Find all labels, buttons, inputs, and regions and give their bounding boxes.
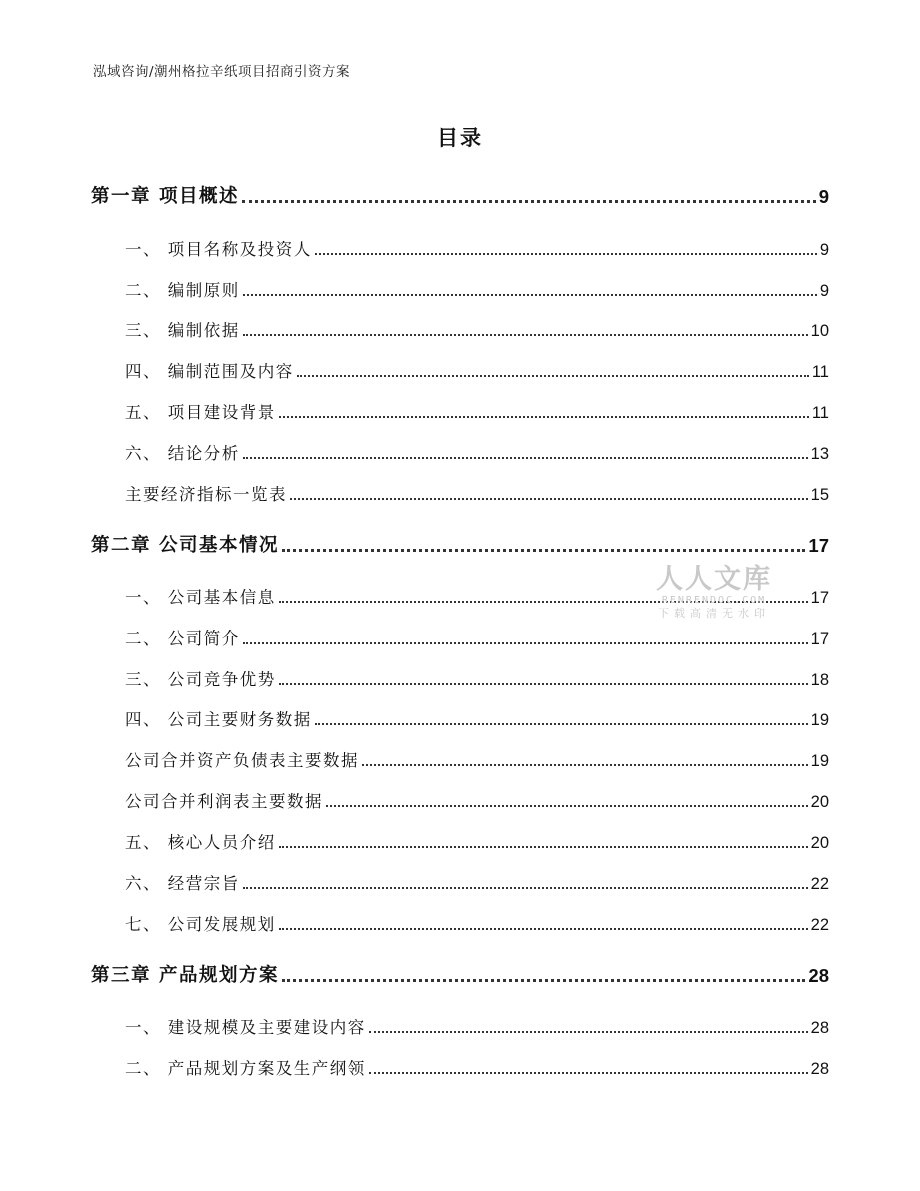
toc-leader (243, 886, 808, 889)
toc-label: 第二章 公司基本情况 (91, 535, 279, 556)
toc-page-number: 17 (808, 535, 829, 556)
toc-label: 一、 建设规模及主要建设内容 (125, 1018, 366, 1037)
toc-label: 公司合并利润表主要数据 (125, 792, 323, 811)
toc-label: 第三章 产品规划方案 (91, 965, 279, 986)
toc-page-number: 22 (810, 875, 829, 893)
toc-leader (279, 682, 808, 685)
watermark-tagline: 下载高清无水印 (658, 607, 770, 620)
toc-page-number: 10 (810, 322, 829, 340)
toc-page-number: 22 (810, 916, 829, 934)
toc-entry[interactable] (125, 829, 829, 853)
toc-leader (282, 978, 805, 982)
toc-leader (279, 845, 808, 848)
toc-page-number: 11 (811, 363, 829, 381)
toc-page-number: 20 (810, 793, 829, 811)
toc-entry[interactable] (125, 358, 829, 382)
toc-entry[interactable] (125, 317, 829, 341)
toc-entry[interactable] (125, 440, 829, 464)
toc-page-number: 28 (808, 965, 829, 986)
toc-leader (243, 456, 808, 459)
page-title: 目录 (437, 126, 483, 150)
toc-label: 第一章 项目概述 (91, 186, 239, 207)
toc-page-number: 18 (810, 671, 829, 689)
toc-label: 七、 公司发展规划 (125, 915, 276, 934)
toc-leader (362, 763, 808, 766)
toc-entry[interactable] (125, 236, 829, 260)
toc-chapter-3[interactable] (91, 961, 829, 987)
toc-label: 二、 编制原则 (125, 281, 240, 300)
toc-leader (297, 374, 809, 377)
toc-entry[interactable] (125, 788, 829, 812)
toc-label: 主要经济指标一览表 (125, 485, 287, 504)
toc-label: 四、 公司主要财务数据 (125, 710, 312, 729)
toc-chapter-1[interactable] (91, 182, 829, 208)
toc-page-number: 19 (810, 711, 829, 729)
toc-entry[interactable] (125, 399, 829, 423)
toc-label: 二、 产品规划方案及生产纲领 (125, 1059, 366, 1078)
watermark-domain: RENRENDOC.COM (661, 595, 767, 606)
toc-leader (243, 293, 817, 296)
toc-label: 五、 核心人员介绍 (125, 833, 276, 852)
toc-entry[interactable] (125, 870, 829, 894)
toc-label: 四、 编制范围及内容 (125, 362, 294, 381)
toc-page-number: 28 (810, 1060, 829, 1078)
toc-entry[interactable] (125, 1055, 829, 1079)
toc-entry[interactable] (125, 277, 829, 301)
page-header: 泓域咨询/潮州格拉辛纸项目招商引资方案 (93, 64, 351, 80)
toc-page-number: 17 (810, 589, 829, 607)
toc-label: 五、 项目建设背景 (125, 403, 276, 422)
toc-page-number: 11 (811, 404, 829, 422)
toc-leader (290, 497, 808, 500)
toc-label: 二、 公司简介 (125, 629, 240, 648)
toc-page-number: 20 (810, 834, 829, 852)
toc-leader (279, 415, 809, 418)
toc-entry[interactable] (125, 747, 829, 771)
toc-page-number: 9 (819, 282, 829, 300)
toc-leader (315, 252, 817, 255)
toc-entry[interactable] (125, 481, 829, 505)
toc-chapter-2[interactable] (91, 531, 829, 557)
toc-page-number: 15 (810, 486, 829, 504)
toc-leader (369, 1030, 808, 1033)
toc-label: 一、 项目名称及投资人 (125, 240, 312, 259)
toc-leader (279, 927, 808, 930)
watermark-logo (644, 565, 784, 621)
toc-leader (369, 1071, 808, 1074)
toc-label: 六、 经营宗旨 (125, 874, 240, 893)
toc-entry[interactable] (125, 911, 829, 935)
toc-leader (326, 804, 808, 807)
toc-page-number: 13 (810, 445, 829, 463)
toc-leader (315, 722, 808, 725)
toc-page-number: 9 (819, 241, 829, 259)
toc-entry[interactable] (125, 706, 829, 730)
toc-leader (243, 641, 808, 644)
toc-leader (282, 548, 805, 552)
toc-entry[interactable] (125, 1014, 829, 1038)
toc-label: 三、 编制依据 (125, 321, 240, 340)
toc-label: 六、 结论分析 (125, 444, 240, 463)
toc-entry[interactable] (125, 625, 829, 649)
toc-entry[interactable] (125, 666, 829, 690)
toc-label: 一、 公司基本信息 (125, 588, 276, 607)
toc-page-number: 19 (810, 752, 829, 770)
toc-page-number: 17 (810, 630, 829, 648)
toc-label: 三、 公司竞争优势 (125, 670, 276, 689)
toc-leader (243, 333, 808, 336)
toc-leader (242, 199, 816, 203)
toc-label: 公司合并资产负债表主要数据 (125, 751, 359, 770)
toc-page-number: 28 (810, 1019, 829, 1037)
toc-page-number: 9 (818, 186, 829, 207)
watermark-main-text: 人人文库 (656, 564, 772, 595)
